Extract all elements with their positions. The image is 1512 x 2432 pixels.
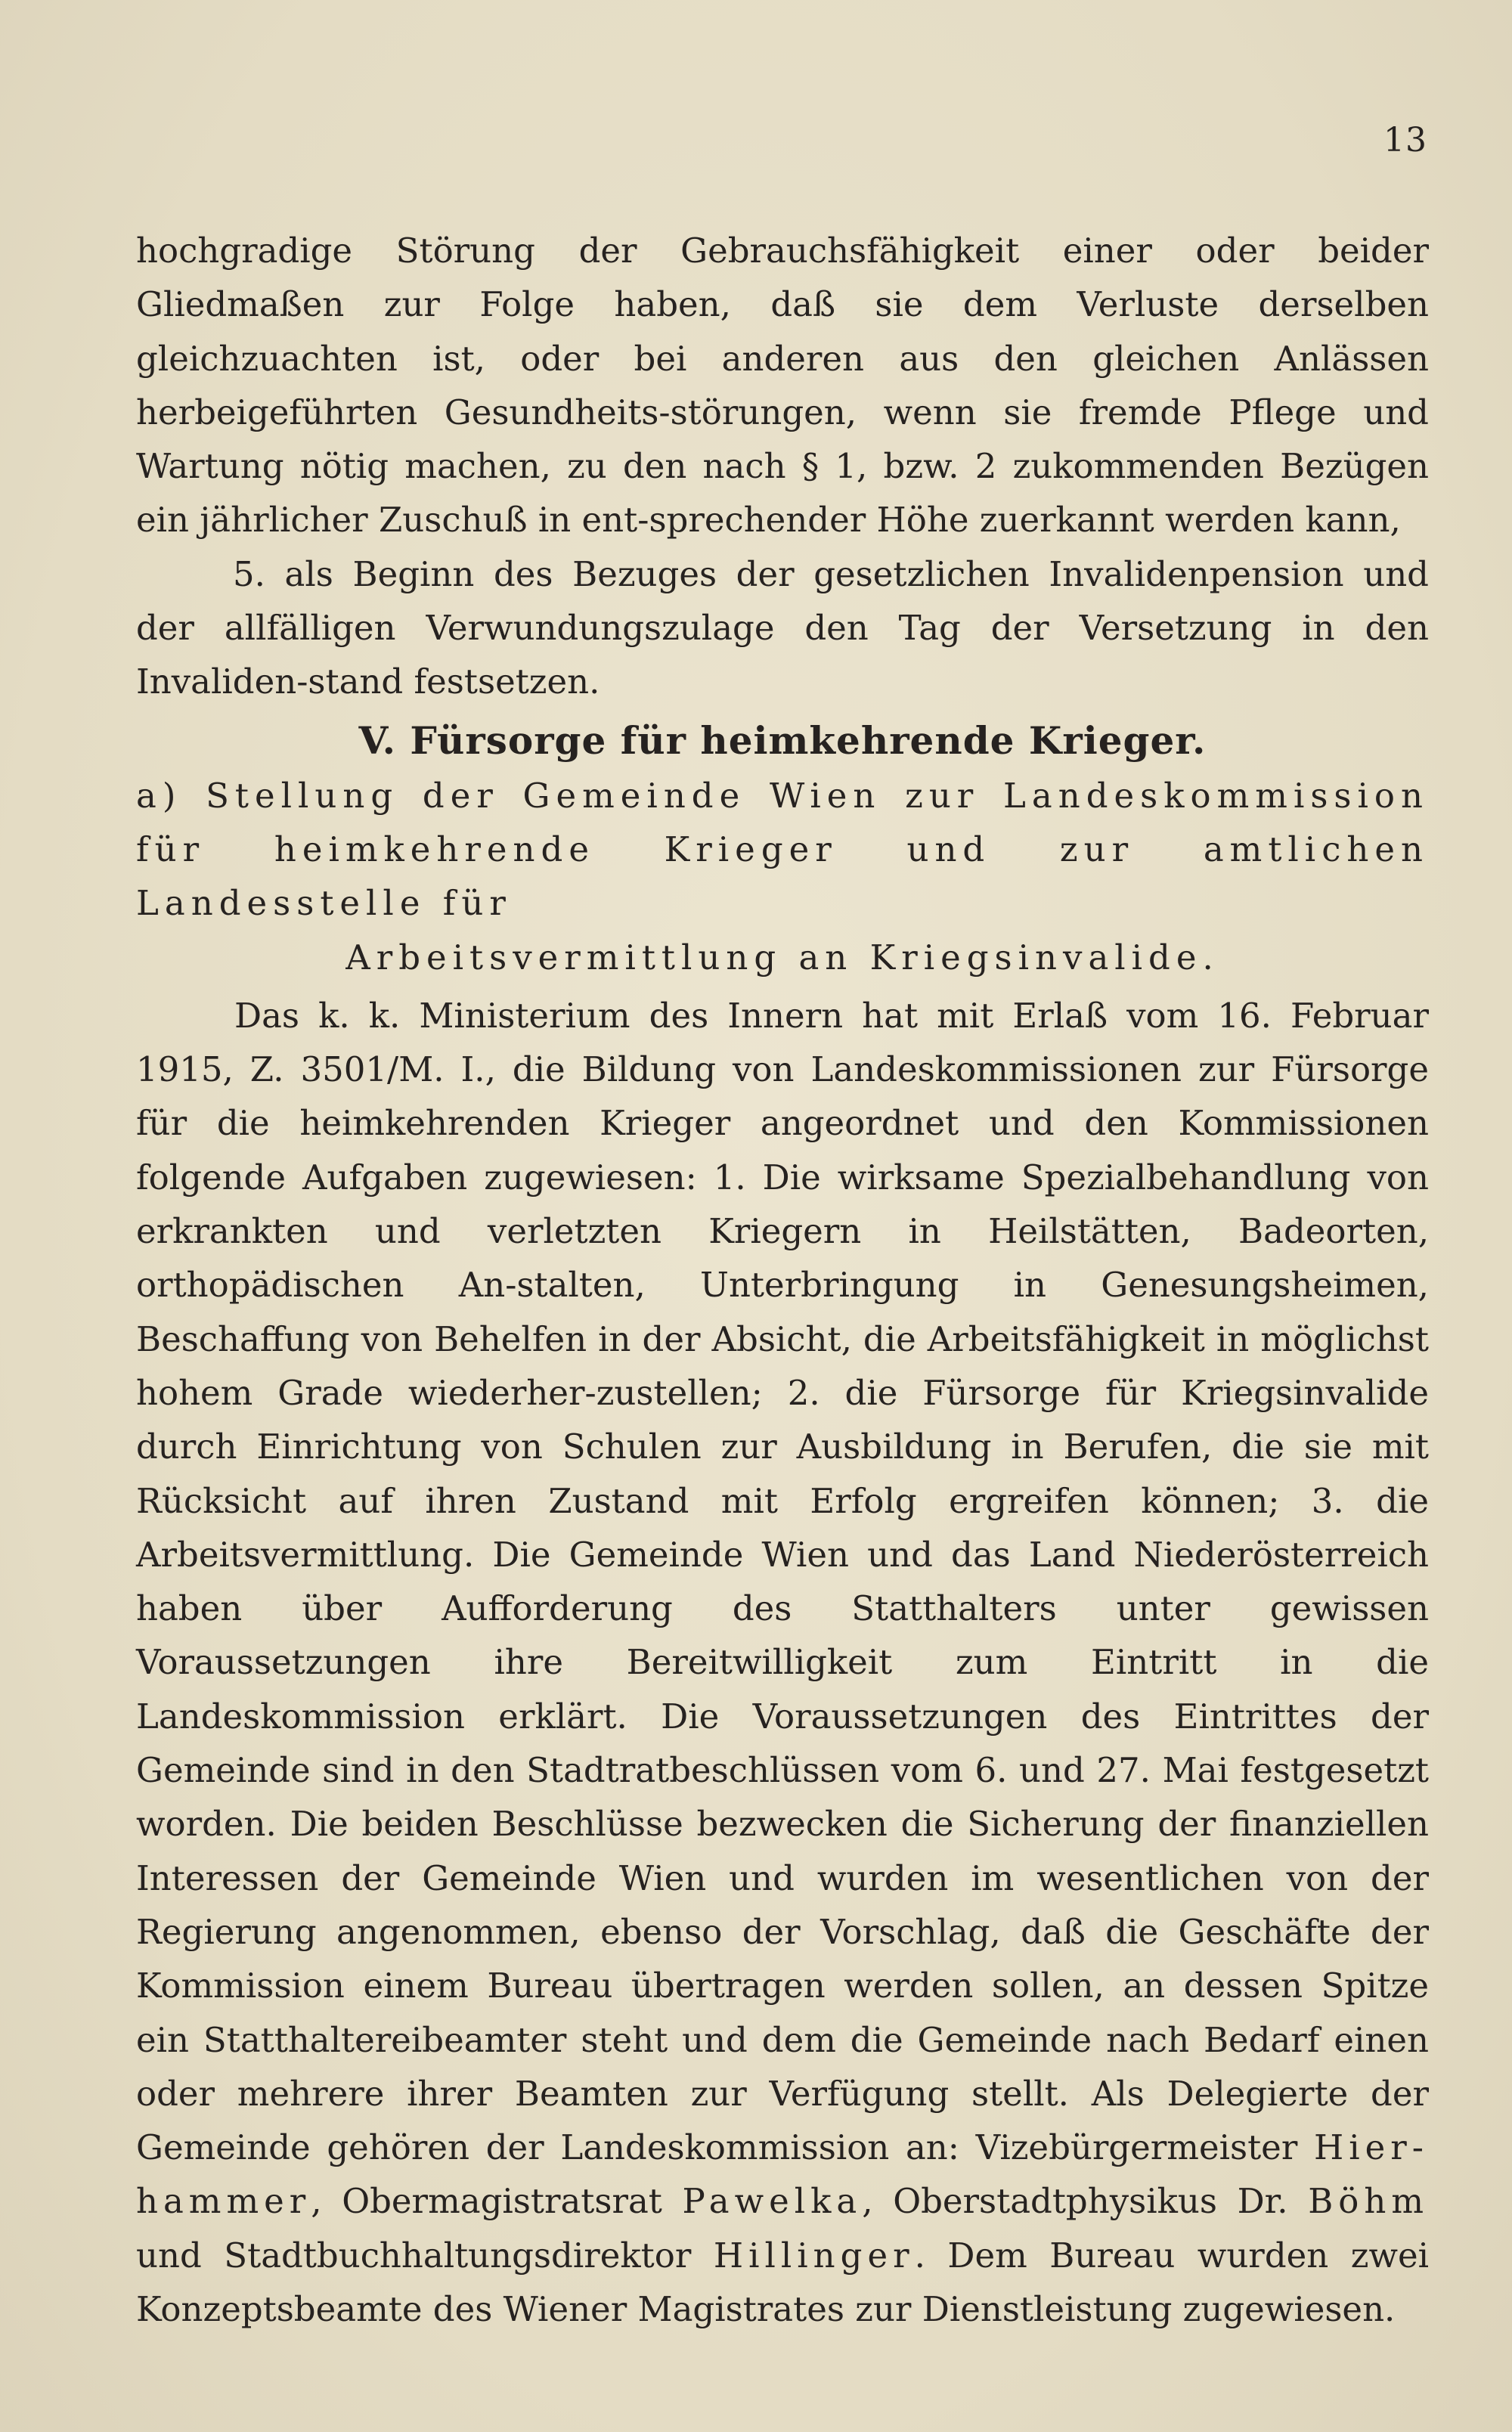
- subsection-heading: [136, 769, 1429, 984]
- body-text-a: Das k. k. Ministerium des Innern hat mit Erlaß vom 16. Februar 1915, Z. 3501/M. I., die Bildung von Landeskommissionen zur Fürsorge für die heimkehrenden Krieger angeordnet und den Kommissionen folgende Aufgaben zugewiesen: 1. Die wirksame Spezialbehandlung von erkrankten und verletzten Kriegern in Heilstätten, Badeorten, orthopädischen An-stalten, Unterbringung in Genesungsheimen, Beschaffung von Behelfen in der Absicht, die Arbeitsfähigkeit in möglichst hohem Grade wiederher-zustellen; 2. die Fürsorge für Kriegsinvalide durch Einrichtung von Schulen zur Ausbildung in Berufen, die sie mit Rücksicht auf ihren Zustand mit Erfolg ergreifen können; 3. die Arbeitsvermittlung. Die Gemeinde Wien und das Land Niederösterreich haben über Aufforderung des Statthalters unter gewissen Voraussetzungen ihre Bereitwilligkeit zum Eintritt in die Landeskommission erklärt. Die Voraussetzungen des Eintrittes der Gemeinde sind in den Stadtratbeschlüssen vom 6. und 27. Mai festgesetzt worden. Die beiden Beschlüsse bezwecken die Sicherung der finanziellen Interessen der Gemeinde Wien und wurden im wesentlichen von der Regierung angenommen, ebenso der Vorschlag, daß die Geschäfte der Kommission einem Bureau übertragen werden sollen, an dessen Spitze ein Statthaltereibeamter steht und dem die Gemeinde nach Bedarf einen oder mehrere ihrer Beamten zur Verfügung stellt. Als Delegierte der Gemeinde gehören der Landeskommission an: Vizebürgermeister: [136, 995, 1429, 2168]
- delegate-name-hierhammer: Hier-hammer: [136, 2127, 1429, 2222]
- body-text-d: und Stadtbuchhaltungsdirektor: [136, 2235, 692, 2276]
- delegate-name-pawelka: Pawelka: [682, 2181, 863, 2222]
- body-text-b: , Obermagistratsrat: [311, 2181, 662, 2222]
- page-number: 13: [1383, 121, 1427, 160]
- continuation-paragraph: hochgradige Störung der Gebrauchsfähigkeit einer oder beider Gliedmaßen zur Folge haben, daß sie dem Verluste derselben gleichzuachten ist, oder bei anderen aus den gleichen Anlässen herbeigeführten Gesundheits-störungen, wenn sie fremde Pflege und Wartung nötig machen, zu den nach § 1, bzw. 2 zukommenden Bezügen ein jährlicher Zuschuß in ent-sprechender Höhe zuerkannt werden kann,: [136, 231, 1429, 541]
- subsection-heading-line1: a) Stellung der Gemeinde Wien zur Landeskommission für heimkehrende Krieger und zur amtlichen Landesstelle für: [136, 775, 1429, 924]
- body-text-c: , Oberstadtphysikus Dr.: [862, 2181, 1288, 2222]
- subsection-heading-line2: Arbeitsvermittlung an Kriegsinvalide.: [345, 937, 1219, 977]
- body-text-e: . Dem Bureau wurden zwei Konzeptsbeamte des Wiener Magistrates zur Dienstleistung zugewiesen.: [136, 2235, 1429, 2329]
- delegate-name-hillinger: Hillinger: [713, 2235, 915, 2276]
- delegate-name-boehm: Böhm: [1308, 2181, 1430, 2222]
- text-column: [136, 224, 1429, 2336]
- list-item-5: 5. als Beginn des Bezuges der gesetzlichen Invalidenpension und der allfälligen Verwundungszulage den Tag der Versetzung in den Invaliden-stand festsetzen.: [136, 553, 1429, 702]
- body-paragraph: [136, 989, 1429, 2336]
- section-heading: V. Fürsorge für heimkehrende Krieger.: [358, 717, 1207, 763]
